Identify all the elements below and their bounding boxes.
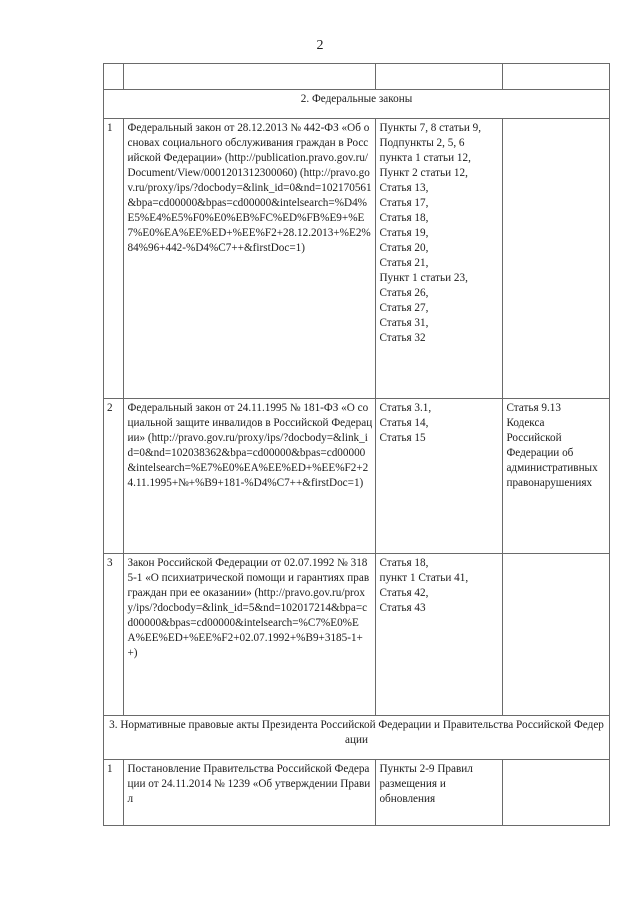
section-title-president-acts: 3. Нормативные правовые акты Президента Российской Федерации и Правительства Российской Федерации — [104, 716, 610, 760]
table-row — [104, 760, 610, 826]
articles-text: Статья 18, пункт 1 Статьи 41, Статья 42, Статья 43 — [379, 557, 469, 614]
row-number: 1 — [104, 760, 124, 826]
section-title-federal-laws: 2. Федеральные законы — [104, 90, 610, 119]
header-cell-number — [104, 64, 124, 90]
articles-text: Статья 3.1, Статья 14, Статья 15 — [379, 402, 432, 444]
liability-cell — [503, 760, 610, 826]
table-header-row — [104, 64, 610, 90]
table-row — [104, 399, 610, 554]
act-articles — [376, 399, 503, 554]
requirements-table — [103, 63, 610, 826]
articles-text: Пункты 7, 8 статьи 9, Подпункты 2, 5, 6 пункта 1 статьи 12, Пункт 2 статьи 12, Статья 13, Статья 17, Статья 18, Статья 19, Статья 20, Статья 21, Пункт 1 статьи 23, Статья 26, Статья 27, Статья 31, Статья 32 — [379, 122, 482, 344]
page-number: 2 — [316, 38, 324, 53]
header-cell-act — [124, 64, 376, 90]
act-name: Постановление Правительства Российской Федерации от 24.11.2014 № 1239 «Об утверждении Правил — [124, 760, 376, 826]
articles-text: Пункты 2-9 Правил размещения и обновления — [379, 763, 473, 805]
section-row-president-acts — [104, 716, 610, 760]
act-articles — [376, 119, 503, 399]
table-row — [104, 119, 610, 399]
liability-cell — [503, 119, 610, 399]
liability-cell — [503, 554, 610, 716]
row-number: 1 — [104, 119, 124, 399]
header-cell-liability — [503, 64, 610, 90]
act-name: Федеральный закон от 24.11.1995 № 181-ФЗ «О социальной защите инвалидов в Российской Федерации» (http://pravo.gov.ru/proxy/ips/?docbody=&link_id=0&nd=102038362&bpa=cd00000&bpas=cd00000&intelsearch=%E7%E0%EA%EE%ED+%EE%F2+24.11.1995+№+%B9+181-%D4%C7++&firstDoc=1) — [124, 399, 376, 554]
row-number: 2 — [104, 399, 124, 554]
act-name: Закон Российской Федерации от 02.07.1992 № 3185-1 «О психиатрической помощи и гарантиях прав граждан при ее оказании» (http://pravo.gov.ru/proxy/ips/?docbody=&link_id=5&nd=102017214&bpa=cd00000&bpas=cd00000&intelsearch=%C7%E0%EA%EE%ED+%EE%F2+02.07.1992+%B9+3185-1++) — [124, 554, 376, 716]
row-number: 3 — [104, 554, 124, 716]
header-cell-articles — [376, 64, 503, 90]
liability-text: Статья 9.13 Кодекса Российской Федерации об административных правонарушениях — [506, 402, 598, 489]
liability-cell — [503, 399, 610, 554]
table-row — [104, 554, 610, 716]
section-row-federal-laws — [104, 90, 610, 119]
act-articles — [376, 554, 503, 716]
act-name: Федеральный закон от 28.12.2013 № 442-ФЗ «Об основах социального обслуживания граждан в Российской Федерации» (http://publication.pravo.gov.ru/Document/View/0001201312300060) (http://pravo.gov.ru/proxy/ips/?docbody=&link_id=0&nd=102170561&bpa=cd00000&bpas=cd00000&intelsearch=%D4%E5%E4%E5%F0%E0%EB%FC%ED%FB%E9+%E7%E0%EA%EE%ED+%EE%F2+28.12.2013+%E2%84%96+442-%D4%C7++&firstDoc=1) — [124, 119, 376, 399]
act-articles — [376, 760, 503, 826]
